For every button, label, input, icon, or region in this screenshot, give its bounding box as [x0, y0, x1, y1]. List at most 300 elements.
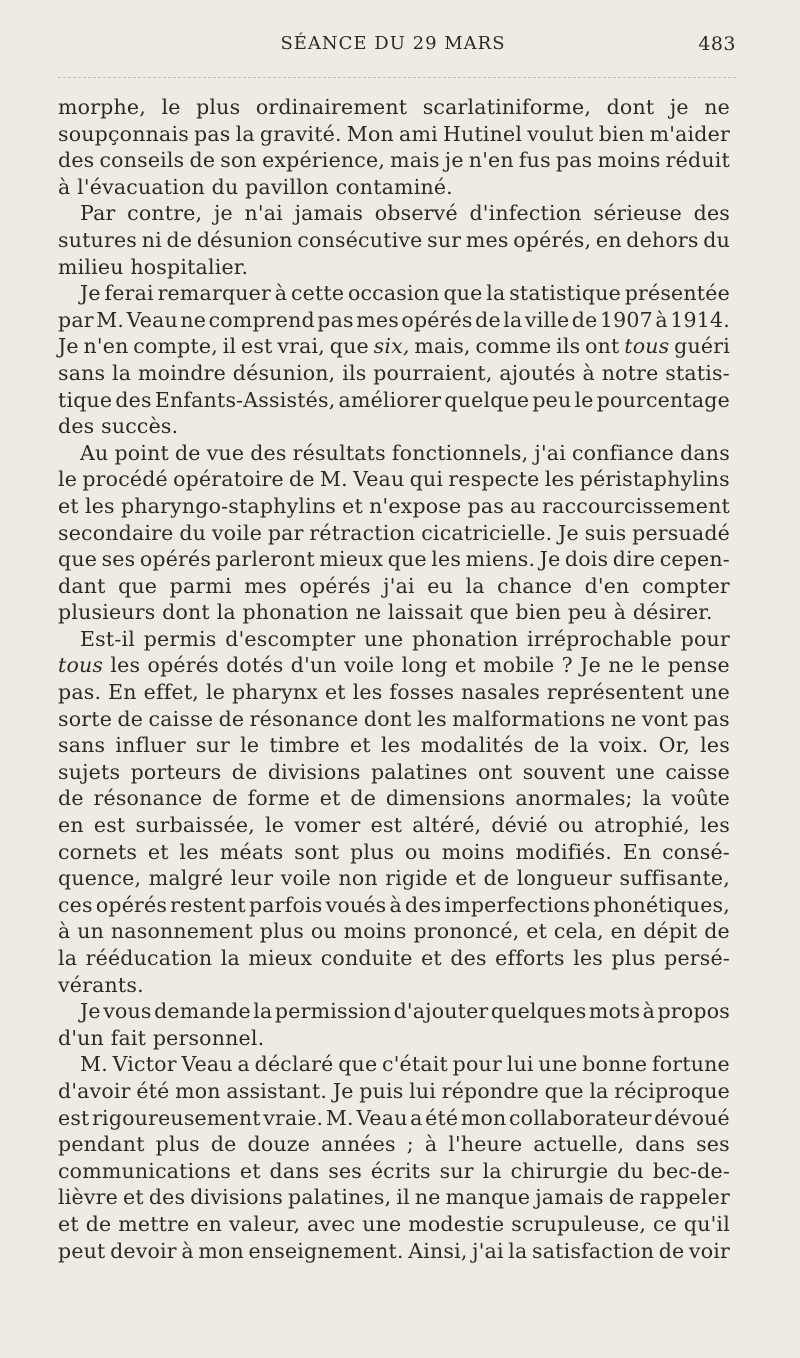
word: lièvre	[58, 1185, 118, 1210]
word: six,	[373, 334, 410, 359]
word: guéri	[674, 334, 730, 359]
word: ne	[355, 600, 388, 625]
word: fonctionnels,	[391, 440, 529, 465]
word: il	[222, 334, 237, 359]
word: actuelle,	[533, 1132, 625, 1157]
word: de	[174, 440, 201, 465]
word: puis	[359, 1078, 404, 1103]
word: méats	[219, 839, 284, 864]
word: rééducation	[85, 946, 213, 970]
word: mettre	[118, 1211, 190, 1236]
word: dont	[363, 706, 412, 731]
word: imperfections	[444, 892, 591, 917]
word: de	[658, 1238, 685, 1263]
word: fus	[518, 148, 551, 173]
word: voûte	[671, 786, 730, 811]
word: ajoutés	[499, 360, 576, 385]
word: Victor	[112, 1052, 177, 1077]
word: à	[642, 999, 656, 1024]
word: sur	[195, 733, 231, 758]
text-line	[58, 679, 730, 706]
word: ferai	[104, 281, 154, 306]
word: surbaissée,	[135, 813, 255, 838]
word: désunion	[196, 227, 293, 252]
word: que	[387, 547, 427, 572]
word: dévié	[491, 813, 548, 838]
word: Enfants-Assistés,	[154, 387, 336, 412]
word: ne	[704, 95, 730, 119]
word: je	[213, 201, 233, 226]
word: succès.	[101, 414, 179, 439]
word: fait	[110, 1025, 153, 1050]
word: Veau	[181, 1052, 233, 1077]
word: persuadé	[632, 520, 730, 545]
word: et	[526, 919, 548, 944]
word: Je	[80, 999, 101, 1024]
word: et	[58, 493, 79, 518]
word: phonation	[412, 626, 519, 651]
word: altéré,	[412, 813, 482, 838]
text-line	[58, 413, 730, 440]
word: de	[212, 786, 238, 811]
word: modestie	[408, 1211, 505, 1236]
word: vue	[206, 440, 245, 465]
word: procédé	[82, 467, 168, 492]
word: permis	[143, 626, 217, 651]
word: ne	[610, 706, 637, 731]
word: Hutinel	[442, 121, 523, 146]
word: le	[240, 733, 260, 758]
word: plus	[155, 1132, 200, 1157]
text-line	[58, 785, 730, 812]
word: à	[424, 1132, 438, 1157]
word: divisions	[267, 759, 361, 784]
word: moins	[441, 839, 505, 864]
word: pas	[555, 148, 593, 173]
word: rappeler	[639, 1185, 730, 1210]
text-line	[58, 865, 730, 892]
word: les	[544, 467, 575, 492]
word: opérés	[299, 573, 371, 598]
word: pourcentage	[596, 387, 730, 412]
word: une	[362, 1211, 402, 1236]
word: pense	[667, 653, 730, 678]
word: modifiés.	[515, 839, 613, 864]
word: pharynx	[231, 680, 319, 705]
word: l'évacuation	[77, 174, 212, 199]
word: été	[425, 1105, 459, 1130]
word: jamais	[294, 201, 364, 226]
word: de	[231, 759, 258, 784]
word: des	[450, 946, 487, 970]
word: bien	[598, 121, 645, 146]
word: les	[431, 547, 462, 572]
word: scrupuleuse,	[511, 1211, 647, 1236]
word: dire	[612, 547, 656, 572]
word: satisfaction	[532, 1238, 655, 1263]
word: ou	[558, 813, 584, 838]
word: milieu	[58, 254, 131, 279]
word: comme	[475, 334, 552, 359]
text-line	[58, 94, 730, 121]
word: dant	[58, 573, 106, 598]
header-rule	[58, 77, 736, 78]
word: consécutive	[297, 227, 423, 252]
word: parmi	[169, 573, 232, 598]
text-line	[58, 573, 730, 600]
word: rigide	[385, 866, 448, 891]
word: ville	[524, 307, 570, 332]
word: conseils	[99, 148, 185, 173]
word: les	[700, 733, 730, 758]
word: prononcé,	[413, 919, 520, 944]
word: d'un	[58, 1025, 111, 1050]
word: nasonnement	[110, 919, 253, 944]
word: voir	[688, 1238, 730, 1263]
word: à	[613, 600, 633, 625]
word: dois	[564, 547, 609, 572]
running-title: SÉANCE DU 29 MARS	[280, 33, 506, 54]
word: M.	[325, 1105, 354, 1130]
word: des	[250, 440, 287, 465]
text-line	[58, 200, 730, 227]
word: quence,	[58, 866, 142, 891]
word: que	[544, 1078, 584, 1103]
text-line	[58, 918, 730, 945]
word: quelques	[490, 999, 587, 1024]
word: la	[58, 946, 78, 970]
word: pendant	[58, 1132, 145, 1157]
word: tique	[58, 387, 113, 412]
word: mais	[390, 148, 440, 173]
word: j'ai	[383, 573, 415, 598]
word: propos	[657, 999, 730, 1024]
word: du	[211, 174, 246, 199]
word: vraie.	[263, 1105, 324, 1130]
word: permission	[274, 999, 392, 1024]
word: à	[389, 892, 402, 917]
word: chirurgie	[510, 1158, 609, 1183]
word: moindre	[138, 360, 227, 385]
word: de	[475, 307, 501, 332]
word: vérants.	[58, 972, 144, 997]
word: Je	[80, 281, 101, 306]
word: plusieurs	[58, 600, 163, 625]
word: est	[58, 1105, 90, 1130]
word: du	[703, 227, 730, 252]
word: ?	[561, 653, 573, 678]
word: contaminé.	[335, 174, 453, 199]
word: en	[610, 919, 637, 944]
word: leur	[230, 866, 274, 891]
word: ;	[406, 1132, 414, 1157]
word: Ainsi,	[408, 1238, 468, 1263]
text-line	[58, 254, 730, 281]
word: compte,	[133, 334, 218, 359]
text-line	[58, 520, 730, 547]
word: répondre	[441, 1078, 539, 1103]
word: scarlatiniforme,	[422, 95, 592, 119]
word: sans	[58, 360, 106, 385]
word: d'ajouter	[393, 999, 489, 1024]
text-line	[58, 759, 730, 786]
word: modalités	[420, 733, 524, 758]
word: phonétiques,	[593, 892, 730, 917]
word: des	[405, 892, 442, 917]
word: la	[235, 121, 255, 146]
word: personnel.	[152, 1025, 265, 1050]
text-line	[58, 280, 730, 307]
word: des	[693, 201, 730, 226]
word: du	[179, 520, 207, 545]
text-line	[58, 1025, 730, 1052]
text-line	[58, 812, 730, 839]
word: à	[655, 307, 668, 332]
word: mais,	[414, 334, 471, 359]
word: les	[352, 680, 383, 705]
word: une	[538, 1052, 578, 1077]
word: rigoureusement	[92, 1105, 261, 1130]
word: au	[510, 493, 536, 518]
word: dimensions	[385, 786, 506, 811]
word: la	[112, 360, 132, 385]
word: m'aider	[649, 121, 730, 146]
word: sont	[294, 839, 340, 864]
text-line	[58, 493, 730, 520]
word: d'en	[584, 573, 630, 598]
word: compter	[641, 573, 730, 598]
word: des	[115, 387, 152, 412]
word: ces	[58, 892, 93, 917]
word: collaborateur	[508, 1105, 652, 1130]
word: les	[380, 733, 411, 758]
word: gravité.	[259, 121, 342, 146]
word: pour	[452, 1052, 502, 1077]
word: Veau	[126, 307, 178, 332]
word: nasales	[461, 680, 540, 705]
word: hospitalier.	[130, 254, 249, 279]
word: demande	[154, 999, 251, 1024]
word: a	[410, 1105, 423, 1130]
word: de	[704, 919, 730, 944]
word: ils	[556, 334, 581, 359]
word: pas	[194, 121, 231, 146]
word: Je	[58, 334, 79, 359]
word: peu	[567, 600, 614, 625]
word: communications	[58, 1158, 232, 1183]
word: la	[589, 1078, 609, 1103]
word: Au	[80, 440, 109, 465]
word: palatines,	[288, 1185, 392, 1210]
word: représentent	[546, 680, 684, 705]
word: la	[569, 733, 589, 758]
word: les	[110, 653, 141, 678]
word: une	[364, 626, 404, 651]
word: dotés	[226, 653, 284, 678]
word: opérés	[139, 547, 212, 572]
page-number: 483	[698, 33, 736, 55]
word: forme	[247, 786, 310, 811]
word: en	[58, 813, 84, 838]
word: que	[58, 547, 98, 572]
word: ses	[101, 547, 136, 572]
word: l'heure	[448, 1132, 523, 1157]
word: et	[147, 839, 169, 864]
word: que	[118, 573, 158, 598]
word: des	[148, 1185, 186, 1210]
word: à	[58, 174, 78, 199]
word: les	[84, 493, 115, 518]
word: Mon	[346, 121, 394, 146]
word: long	[401, 653, 448, 678]
word: pas	[467, 493, 504, 518]
word: dans	[269, 1158, 320, 1183]
running-head	[58, 0, 736, 62]
word: caisse	[148, 706, 214, 731]
word: palatines	[370, 759, 468, 784]
word: sur	[439, 1158, 474, 1183]
word: de	[189, 148, 216, 173]
word: jamais	[535, 1185, 604, 1210]
word: plus	[350, 839, 395, 864]
word: mon	[175, 1078, 221, 1103]
word: Par	[80, 201, 116, 226]
text-line	[58, 1184, 730, 1211]
word: mes	[465, 227, 509, 252]
word: mots	[588, 999, 641, 1024]
word: soupçonnais	[58, 121, 189, 146]
word: améliorer	[338, 387, 442, 412]
text-line	[58, 892, 730, 919]
word: Veau	[353, 467, 405, 492]
word: opérés	[401, 307, 473, 332]
word: de	[218, 706, 245, 731]
word: les	[573, 946, 604, 970]
word: fosses	[389, 680, 455, 705]
text-line	[58, 1105, 730, 1132]
word: et	[342, 493, 363, 518]
word: fortune	[651, 1052, 730, 1077]
word: observé	[374, 201, 458, 226]
word: assistant.	[226, 1078, 328, 1103]
word: dont	[606, 95, 655, 119]
text-line	[58, 121, 730, 148]
word: il	[396, 1185, 410, 1210]
word: d'escompter	[225, 626, 356, 651]
word: désirer.	[632, 600, 713, 625]
word: cela,	[553, 919, 604, 944]
word: résonance	[93, 786, 203, 811]
word: dont	[162, 600, 217, 625]
text-line	[58, 599, 730, 626]
word: pas.	[58, 680, 102, 705]
word: la	[486, 281, 506, 306]
text-line	[58, 626, 730, 653]
word: que	[469, 600, 516, 625]
word: confiance	[572, 440, 675, 465]
word: de	[571, 307, 598, 332]
word: miens.	[465, 547, 536, 572]
word: mes	[244, 573, 287, 598]
word: a	[237, 1052, 250, 1077]
word: réduit	[665, 148, 730, 173]
text-line	[58, 732, 730, 759]
word: j'ai	[534, 440, 566, 465]
word: vont	[641, 706, 689, 731]
text-line	[58, 307, 730, 334]
word: moins	[343, 919, 407, 944]
word: de	[58, 786, 84, 811]
word: est	[93, 813, 126, 838]
word: effet,	[143, 680, 200, 705]
word: ils	[342, 360, 367, 385]
word: le	[265, 813, 285, 838]
word: années	[321, 1132, 396, 1157]
word: En	[622, 839, 652, 864]
word: une	[690, 680, 730, 705]
word: remarquer	[157, 281, 272, 306]
word: occasion	[347, 281, 440, 306]
word: comprend	[208, 307, 315, 332]
word: longueur	[516, 866, 612, 891]
word: de	[533, 733, 560, 758]
word: malformations	[452, 706, 606, 731]
word: rétraction	[309, 520, 416, 545]
word: point	[114, 440, 169, 465]
word: et	[454, 653, 476, 678]
word: vrai,	[277, 334, 326, 359]
word: la	[465, 573, 485, 598]
word: suffisante,	[619, 866, 730, 891]
word: du	[617, 1158, 644, 1183]
word: ce	[652, 1211, 677, 1236]
word: suis	[584, 520, 627, 545]
word: ses	[328, 1158, 362, 1183]
word: peut	[58, 1238, 106, 1263]
word: 1914.	[670, 307, 730, 332]
word: n'en	[83, 334, 129, 359]
word: peu	[532, 387, 572, 412]
word: dévoué	[654, 1105, 730, 1130]
word: Je	[580, 653, 601, 678]
word: consé-	[662, 839, 730, 864]
word: anormales;	[515, 786, 633, 811]
word: sérieuse	[593, 201, 682, 226]
word: dans	[635, 1132, 686, 1157]
word: de	[210, 1132, 237, 1157]
word: bonne	[582, 1052, 648, 1077]
word: cette	[290, 281, 345, 306]
text-line	[58, 1078, 730, 1105]
word: ou	[310, 919, 337, 944]
word: vous	[103, 999, 152, 1024]
word: opérés,	[513, 227, 592, 252]
word: enseignement.	[248, 1238, 404, 1263]
word: d'infection	[469, 201, 582, 226]
word: pour	[680, 626, 730, 651]
word: sutures	[58, 227, 138, 252]
word: mes	[356, 307, 399, 332]
word: timbre	[269, 733, 340, 758]
word: souvent	[522, 759, 606, 784]
word: dépit	[643, 919, 698, 944]
word: avec	[307, 1211, 356, 1236]
word: Je	[539, 547, 561, 572]
word: Or,	[658, 733, 691, 758]
word: un	[77, 919, 105, 944]
word: par	[58, 307, 94, 332]
text-line	[58, 174, 730, 201]
